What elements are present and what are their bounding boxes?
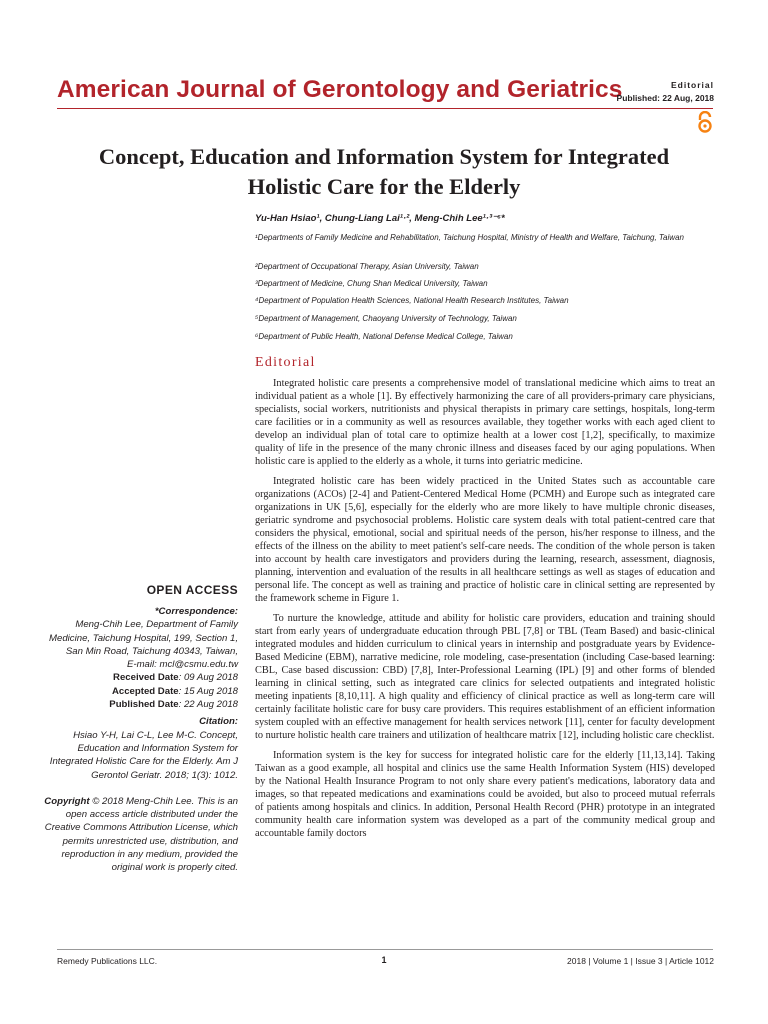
copyright-text <box>40 795 238 875</box>
sidebar-info <box>40 605 238 875</box>
citation-label: Citation: <box>199 716 238 728</box>
open-access-label: OPEN ACCESS <box>146 583 238 597</box>
accepted-label: Accepted Date <box>111 685 179 697</box>
correspondence-email[interactable]: E-mail: mcl@csmu.edu.tw <box>126 659 238 671</box>
affiliation-5: ⁵Department of Management, Chaoyang University of Technology, Taiwan <box>255 314 517 323</box>
body-paragraph: Information system is the key for success for integrated holistic care for the elderly [11,13,14]. Taking Taiwan as a good example, all hospital and clinics use the same Health Information System (HIS) developed by the National Health Insurance Program to not only share every patient's medications, laboratory data and images, so that repeated medications and examinations could be avoided, but also to proceed mutual referrals of patients among hospitals and clinics. In addition, Personal Health Record (PHR) prototype in an integrated community health care information system was developed as a part of the community medical group and accountable family doctors <box>255 750 715 839</box>
affiliation-6: ⁶Department of Public Health, National Defense Medical College, Taiwan <box>255 332 513 341</box>
body-paragraph: Integrated holistic care presents a comprehensive model of translational medicine which aims to treat an individual patient as a whole [1]. By effectively harmonizing the care of all providers-primary care physicians, specialists, social workers, nutritionists and physical therapists in primary care settings, hospitals, long-term care facilities or in a community as well as resources available, they together works with each aged client to develop an individual plan of total care to optimize health at a lower cost [1,2], specifically, to maximize quality of life in the presence of the many chronic illness and diseases faced by our aging populations. When holistic care is applied to the elderly as a whole, it turns into geriatric medicine. <box>255 378 715 467</box>
affiliation-1: ¹Departments of Family Medicine and Rehabilitation, Taichung Hospital, Ministry of Health and Welfare, Taichung, Taiwan <box>255 233 684 242</box>
published-label: Published Date <box>109 699 179 711</box>
affiliation-4: ⁴Department of Population Health Sciences, National Health Research Institutes, Taiwan <box>255 296 569 305</box>
citation-text: Hsiao Y-H, Lai C-L, Lee M-C. Concept, Education and Information System for Integrated Holistic Care for the Elderly. Am J Gerontol Geriatr. 2018; 1(3): 1012. <box>49 729 238 781</box>
footer-issue: 2018 | Volume 1 | Issue 3 | Article 1012 <box>567 956 714 966</box>
section-heading: Editorial <box>255 355 316 370</box>
published-date-header: Published: 22 Aug, 2018 <box>616 93 714 103</box>
article-title-line-1: Concept, Education and Information System for Integrated <box>98 144 670 169</box>
open-access-lock-icon <box>695 111 715 133</box>
affiliation-3: ³Department of Medicine, Chung Shan Medical University, Taiwan <box>255 279 488 288</box>
correspondence-text: Meng-Chih Lee, Department of Family Medicine, Taichung Hospital, 199, Section 1, San Min Road, Taichung 40343, Taiwan, <box>49 619 238 657</box>
body-paragraph: To nurture the knowledge, attitude and ability for holistic care providers, education and training should start from early years of undergraduate education through PBL [7,8] or TBL (Team Based) and basic-clinical integrated modules and hidden curriculum to clinical years in internship and postgraduate years by Evidence-Based Medicine (EBM), narrative medicine, role modeling, case-presentation (including Case-based learning: CBL, Case based discussion: CBD) [7,8], Inter-Professional Learning (IPL) [9] and other forms of blended learning in clinical setting, such as integrated care clinics for selected outpatients and integrated holistic meeting inpatients [8,10,11]. A high quality and efficiency of clinical practice as well as long-term care will certainly facilitate holistic care for busy care providers. This requires establishment of an efficient information system coupled with an effective management for health services network [11], center for faculty development to nurture holistic health care trainers and utilization of healthcare matrix [12], including holistic care checklist. <box>255 613 715 741</box>
received-value: : 09 Aug 2018 <box>178 672 238 684</box>
article-title-line-2: Holistic Care for the Elderly <box>247 174 521 199</box>
body-paragraph: Integrated holistic care has been widely practiced in the United States such as accountable care organizations (ACOs) [2-4] and Patient-Centered Medical Home (PCMH) and Europe such as integrated care organizations in UK [5,6], especially for the elderly who are more likely to have multiple chronic diseases, geriatric syndrome and psychosocial problems. Holistic care system deals with total patient-centred care that considers the physical, emotional, social and spiritual needs of the person, his/her response to illness, and the effects of the illness on the ability to meet patient's self-care needs. The condition of the whole person is taken into account by health care investigators and providers during the learning, research, assessment, diagnosis, planning, intervention and evaluation of the results in all healthcare settings as well as stages of education and personal life. The concept as well as training and practice of holistic care in clinical setting are represented by the framework scheme in Figure 1. <box>255 476 715 604</box>
journal-title: American Journal of Gerontology and Geriatrics <box>57 76 623 103</box>
article-type: Editorial <box>670 80 714 90</box>
accepted-date <box>40 685 238 698</box>
received-date <box>40 671 238 684</box>
footer-publisher: Remedy Publications LLC. <box>57 956 158 966</box>
copyright-label: Copyright <box>44 795 90 807</box>
article-body <box>255 377 715 847</box>
authors: Yu-Han Hsiao¹, Chung-Liang Lai¹·², Meng-Chih Lee¹·³⁻⁶* <box>255 213 505 224</box>
copyright-body: © 2018 Meng-Chih Lee. This is an open access article distributed under the Creative Commons Attribution License, which permits unrestricted use, distribution, and reproduction in any medium, provided the original work is properly cited. <box>44 795 238 874</box>
affiliation-2: ²Department of Occupational Therapy, Asian University, Taiwan <box>255 262 479 271</box>
published-date <box>40 698 238 711</box>
correspondence-label: *Correspondence: <box>154 606 238 617</box>
header-rule <box>57 108 713 109</box>
received-label: Received Date <box>113 672 179 684</box>
footer-rule <box>57 949 713 950</box>
footer-page-number: 1 <box>381 955 387 965</box>
article-title <box>20 142 748 202</box>
accepted-value: : 15 Aug 2018 <box>178 685 238 697</box>
published-value: : 22 Aug 2018 <box>178 699 238 711</box>
